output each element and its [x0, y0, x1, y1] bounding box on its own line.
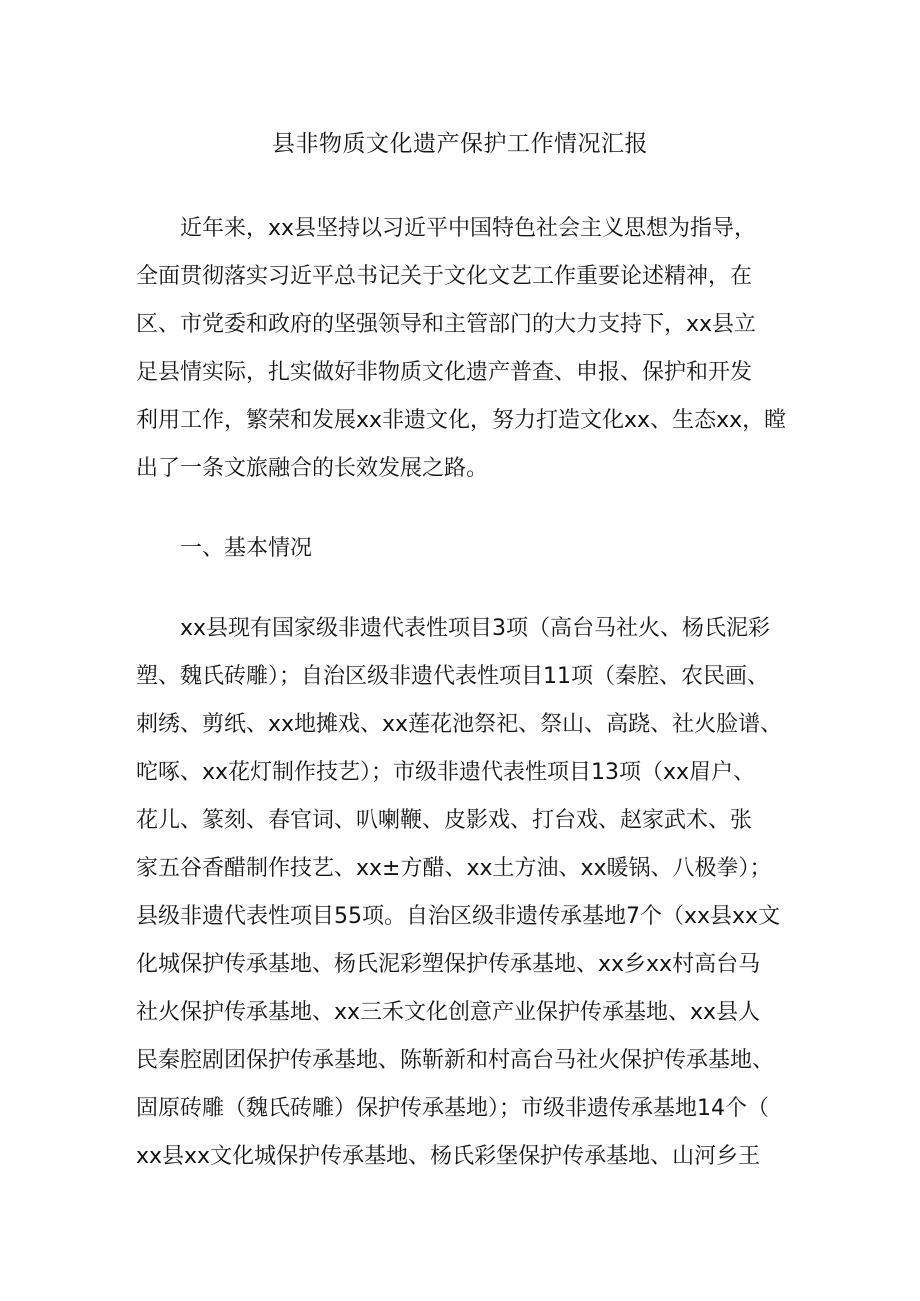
text-line: 社火保护传承基地、xx三禾文化创意产业保护传承基地、xx县人 — [136, 1000, 761, 1025]
text-line: 家五谷香醋制作技艺、xx±方醋、xx土方油、xx暖锅、八极拳）； — [136, 856, 772, 881]
text-line: 利用工作，繁荣和发展xx非遗文化，努力打造文化xx、生态xx，瞠 — [136, 408, 787, 433]
text-line: xx县现有国家级非遗代表性项目3项（高台马社火、杨氏泥彩 — [180, 616, 771, 641]
text-line: 足县情实际，扎实做好非物质文化遗产普查、申报、保护和开发 — [136, 360, 753, 385]
text-line: 全面贯彻落实习近平总书记关于文化文艺工作重要论述精神，在 — [136, 264, 753, 289]
document-title: 县非物质文化遗产保护工作情况汇报 — [272, 131, 648, 157]
text-line: 固原砖雕（魏氏砖雕）保护传承基地）；市级非遗传承基地14个（ — [136, 1096, 769, 1121]
intro-paragraph — [136, 205, 796, 493]
text-line: 区、市党委和政府的坚强领导和主管部门的大力支持下，xx县立 — [136, 312, 757, 337]
text-line: 刺绣、剪纸、xx地摊戏、xx莲花池祭祀、祭山、高跷、社火脸谱、 — [136, 712, 783, 737]
section-body-paragraph — [136, 605, 796, 1181]
text-line: 花儿、篆刻、春官词、叭喇鞭、皮影戏、打台戏、赵家武术、张 — [136, 808, 753, 833]
text-line: 民秦腔剧团保护传承基地、陈靳新和村高台马社火保护传承基地、 — [136, 1048, 775, 1073]
section-heading — [136, 525, 796, 573]
text-line: 化城保护传承基地、杨氏泥彩塑保护传承基地、xx乡xx村高台马 — [136, 952, 761, 977]
text-line: 近年来，xx县坚持以习近平中国特色社会主义思想为指导， — [180, 216, 757, 241]
text-line: 塑、魏氏砖雕）；自治区级非遗代表性项目11项（秦腔、农民画、 — [136, 664, 769, 689]
text-line: 县级非遗代表性项目55项。自治区级非遗传承基地7个（xx县xx文 — [136, 904, 781, 929]
section-heading-text: 一、基本情况 — [180, 536, 313, 561]
text-line: 咜啄、xx花灯制作技艺）；市级非遗代表性项目13项（xx眉户、 — [136, 760, 756, 785]
text-line: 出了一条文旅融合的长效发展之路。 — [136, 456, 489, 481]
text-line: xx县xx文化城保护传承基地、杨氏彩堡保护传承基地、山河乡王 — [136, 1144, 761, 1169]
